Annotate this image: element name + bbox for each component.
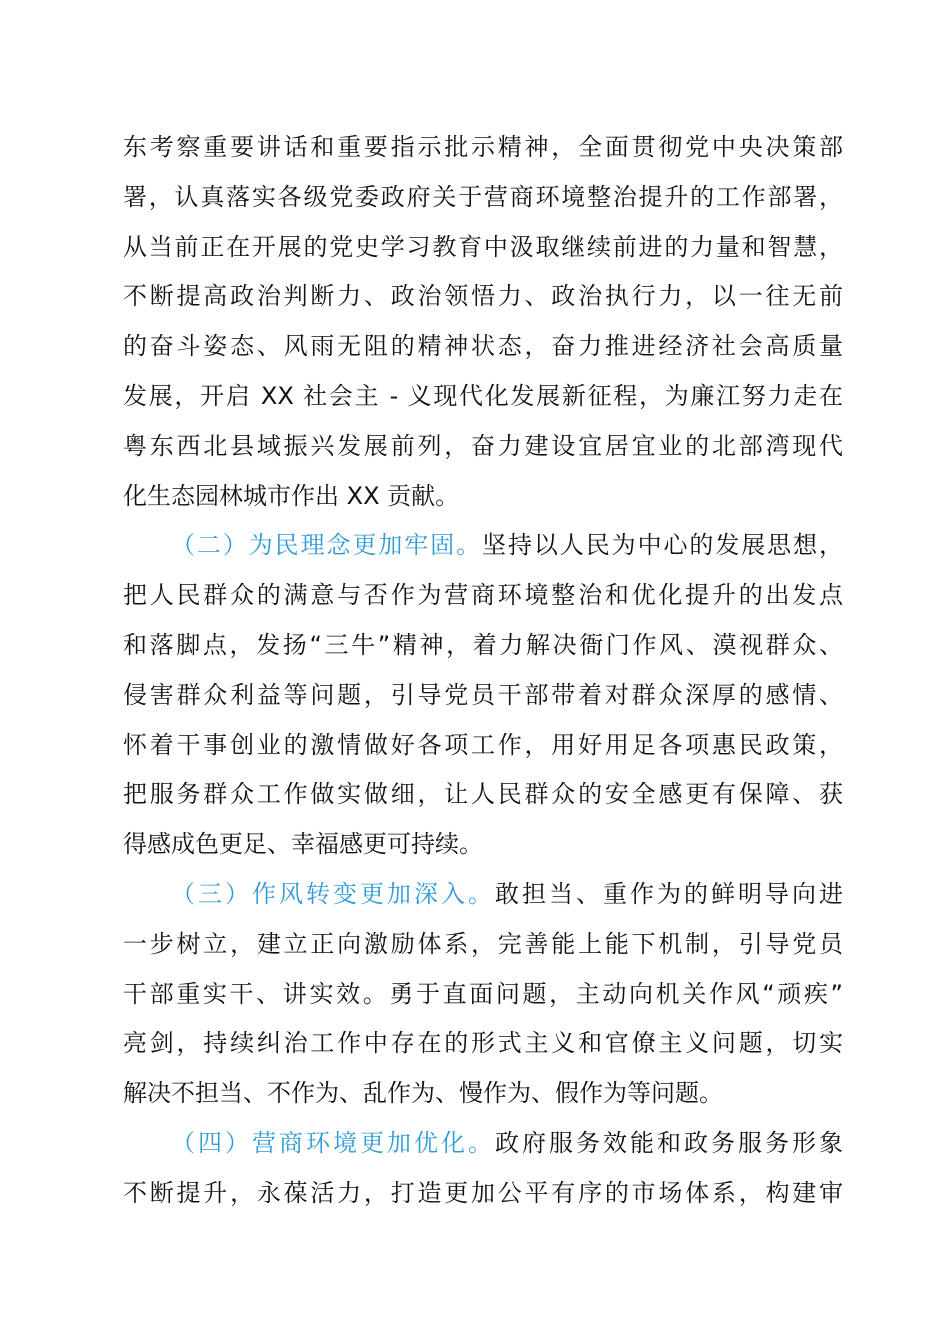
text-line: 东考察重要讲话和重要指示批示精神，全面贯彻党中央决策部 — [123, 133, 843, 161]
paragraph-2 — [123, 521, 843, 870]
section-heading: （三）作风转变更加深入。 — [171, 879, 495, 908]
text-segment: 敢担当、重作为的鲜明导向进 — [495, 879, 843, 908]
text-line: 从当前正在开展的党史学习教育中汲取继续前进的力量和智慧， — [123, 232, 843, 261]
paragraph-first-line — [123, 521, 843, 571]
text-line: 和落脚点，发扬“三牛”精神，着力解决衙门作风、漠视群众、 — [123, 630, 843, 659]
text-line: 一步树立，建立正向激励体系，完善能上能下机制，引导党员 — [123, 929, 843, 958]
text-line: 把人民群众的满意与否作为营商环境整治和优化提升的出发点 — [123, 581, 843, 610]
text-line: 解决不担当、不作为、乱作为、慢作为、假作为等问题。 — [123, 1079, 723, 1108]
paragraph-first-line — [123, 870, 843, 920]
text-line: 侵害群众利益等问题，引导党员干部带着对群众深厚的感情、 — [123, 680, 843, 709]
text-line: 不断提升，永葆活力，打造更加公平有序的市场体系，构建审 — [123, 1178, 843, 1207]
paragraph-first-line — [123, 1119, 843, 1169]
text-segment: 坚持以人民为中心的发展思想， — [482, 531, 844, 560]
text-line: 署，认真落实各级党委政府关于营商环境整治提升的工作部署， — [123, 182, 843, 211]
paragraph-4 — [123, 1119, 843, 1219]
text-line: 怀着干事创业的激情做好各项工作，用好用足各项惠民政策， — [123, 730, 843, 759]
document-body — [123, 123, 843, 1219]
section-heading: （二）为民理念更加牢固。 — [171, 531, 483, 560]
text-line: 化生态园林城市作出 XX 贡献。 — [123, 481, 460, 510]
text-line: 的奋斗姿态、风雨无阻的精神状态，奋力推进经济社会高质量 — [123, 332, 843, 361]
text-line: 不断提高政治判断力、政治领悟力、政治执行力，以一往无前 — [123, 282, 843, 311]
text-line: 得感成色更足、幸福感更可持续。 — [123, 830, 483, 859]
text-segment: 政府服务效能和政务服务形象 — [495, 1128, 843, 1157]
text-line: 粤东西北县域振兴发展前列，奋力建设宜居宜业的北部湾现代 — [123, 431, 843, 460]
text-line: 把服务群众工作做实做细，让人民群众的安全感更有保障、获 — [123, 780, 843, 809]
paragraph-3 — [123, 870, 843, 1119]
section-heading: （四）营商环境更加优化。 — [171, 1128, 495, 1157]
paragraph-1 — [123, 123, 843, 521]
text-line: 干部重实干、讲实效。勇于直面问题，主动向机关作风“顽疾” — [123, 979, 843, 1008]
text-line: 亮剑，持续纠治工作中存在的形式主义和官僚主义问题，切实 — [123, 1029, 843, 1058]
text-line: 发展，开启 XX 社会主 - 义现代化发展新征程，为廉江努力走在 — [123, 381, 843, 410]
